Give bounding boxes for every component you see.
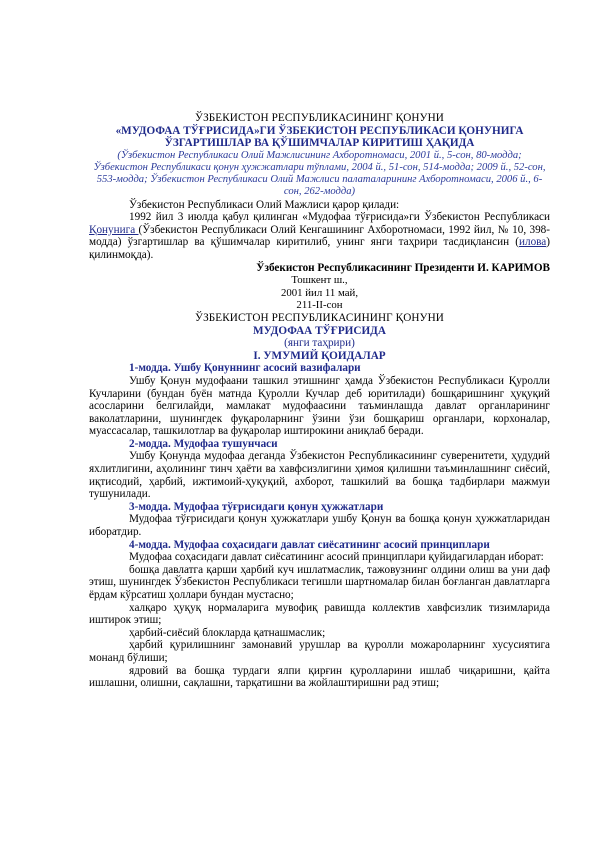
document-page [89, 112, 550, 690]
article-3-paragraph: Мудофаа тўғрисидаги қонун ҳужжатлари ушбу Қонун ва бошқа қонун ҳужжатларидан иборатдир. [89, 513, 550, 539]
law-title: ЎЗБЕКИСТОН РЕСПУБЛИКАСИНИНГ ҚОНУНИ [195, 112, 444, 124]
document-number: 211-II-сон [296, 299, 343, 312]
article-4-item: ядровий ва бошқа турдаги ялпи қирғин қуролларини ишлаб чиқаришни, қайта ишлашни, олишни, сақлашни, тарқатишни ва жойлаштиришни рад этиш; [89, 664, 550, 690]
publication-sources: (Ўзбекистон Республикаси Олий Мажлисининг Ахборотномаси, 2001 й., 5-сон, 80-модда; Ўзбекистон Республикаси қонун ҳужжатлари тўплами, 2004 й., 51-сон, 514-модда; 2009 й., 52-сон, 553-модда; Ўзбекистон Республикаси Олий Мажлиси палаталарининг Ахборотномаси, 2006 й., 6-сон, 262-модда) [93, 149, 546, 198]
law-link[interactable]: Қонунига [89, 223, 139, 236]
article-1-heading: 1-модда. Ушбу Қонуннинг асосий вазифалари [129, 362, 361, 375]
law-title-2: ЎЗБЕКИСТОН РЕСПУБЛИКАСИНИНГ ҚОНУНИ [195, 311, 444, 324]
edition-note: (янги таҳрири) [284, 337, 355, 350]
article-4-item: бошқа давлатга қарши ҳарбий куч ишлатмаслик, тажовузнинг олдини олиш ва уни даф этиш, шунингдек Ўзбекистон Республикаси тегишли шартномалар билан боғланган давлатларга ёрдам кўрсатиш ҳоллари бундан мустасно; [89, 563, 550, 601]
signing-date: 2001 йил 11 май, [280, 286, 359, 299]
article-2-heading: 2-модда. Мудофаа тушунчаси [129, 437, 278, 450]
article-3-heading: 3-модда. Мудофаа тўғрисидаги қонун ҳужжатлари [129, 500, 384, 513]
article-2-paragraph: Ушбу Қонунда мудофаа деганда Ўзбекистон Республикасининг суверенитети, ҳудудий яхлитлигини, аҳолининг тинч ҳаёти ва хавфсизлигини ҳимоя қилишни таъминлашнинг сиёсий, иқтисодий, ҳарбий, ижтимоий-ҳуқуқий, ахборот, ташкилий ва бошқа тадбирлари мажмуи тушунилади. [89, 450, 550, 501]
preamble-paragraph [89, 211, 550, 261]
preamble-text-1: 1992 йил 3 июлда қабул қилинган «Мудофаа тўғрисида»ги Ўзбекистон Республикаси [129, 211, 550, 224]
article-1-paragraph: Ушбу Қонун мудофаани ташкил этишнинг ҳамда Ўзбекистон Республикаси Қуролли Кучларини (бундан буён матнда Қуролли Кучлар деб юритилади) бошқаришнинг ҳуқуқий асосларини белгилайди, мамлакат мудофаасини таъминлашда давлат органларининг ваколатларини, шунингдек фуқароларнинг ўзини ўзи бошқариш органлари, корхоналар, муассасалар, ташкилотлар ва фуқаролар иштирокини аниқлаб беради. [89, 374, 550, 438]
article-4-heading: 4-модда. Мудофаа соҳасидаги давлат сиёсатининг асосий принциплари [129, 538, 490, 551]
article-4-item: ҳарбий қурилишнинг замонавий урушлар ва қуролли можароларнинг хусусиятига монанд бўлиши; [89, 639, 550, 664]
article-4-item: ҳарбий-сиёсий блокларда қатнашмаслик; [129, 626, 326, 639]
amendment-title-line-2: ЎЗГАРТИШЛАР ВА ҚЎШИМЧАЛАР КИРИТИШ ҲАҚИДА [164, 137, 475, 150]
article-4-intro: Мудофаа соҳасидаги давлат сиёсатининг асосий принциплари қуйидагилардан иборат: [129, 551, 544, 564]
appendix-link[interactable]: илова [519, 236, 547, 249]
signing-city: Тошкент ш., [291, 274, 348, 287]
president-signature: Ўзбекистон Республикасининг Президенти И. КАРИМОВ [256, 261, 550, 274]
law-name: МУДОФАА ТЎҒРИСИДА [253, 324, 386, 337]
amendment-title-line-1: «МУДОФАА ТЎҒРИСИДА»ГИ ЎЗБЕКИСТОН РЕСПУБЛИКАСИ ҚОНУНИГА [115, 124, 524, 137]
chapter-heading: I. УМУМИЙ ҚОИДАЛАР [253, 349, 386, 362]
article-4-item: халқаро ҳуқуқ нормаларига мувофиқ равишда коллектив хавфсизлик тизимларида иштирок этиш; [89, 601, 550, 627]
preamble-text-3: ) қилинмоқда). [89, 236, 550, 261]
decision-line: Ўзбекистон Республикаси Олий Мажлиси қарор қилади: [129, 198, 400, 211]
preamble-text-2: (Ўзбекистон Республикаси Олий Кенгашининг Ахборотномаси, 1992 йил, № 10, 398-модда) ўзгартишлар ва қўшимчалар киритилиб, унинг янги таҳрири тасдиқлансин ( [89, 223, 550, 249]
